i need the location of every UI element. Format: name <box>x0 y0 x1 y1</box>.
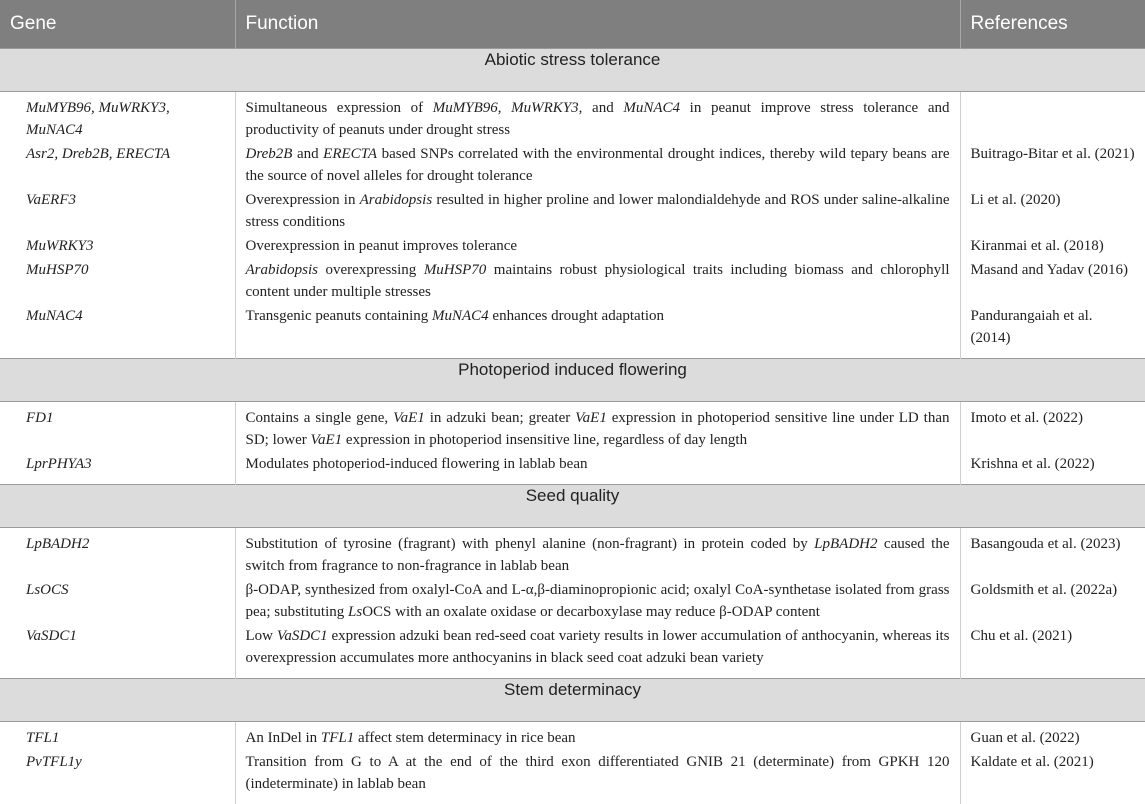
function-italic-term: MuNAC4 <box>623 99 681 116</box>
table-row <box>0 623 1145 679</box>
gene-cell: LsOCS <box>0 577 235 623</box>
function-text: overexpressing <box>318 261 424 278</box>
gene-cell: TFL1 <box>0 721 235 749</box>
table-row <box>0 233 1145 257</box>
function-text: , and <box>578 99 624 116</box>
function-cell <box>235 233 960 257</box>
function-text: Low <box>245 627 277 644</box>
function-italic-term: VaSDC1 <box>276 627 328 644</box>
function-cell <box>235 527 960 577</box>
function-cell <box>235 303 960 359</box>
function-text: Simultaneous expression of <box>245 99 433 116</box>
function-text: in peanut improve stress tolerance and productivity of peanuts under drought stress <box>245 99 950 138</box>
gene-cell: PvTFL1y <box>0 749 235 804</box>
table-body <box>0 48 1145 804</box>
function-text: expression in photoperiod insensitive line, regardless of day length <box>342 431 748 448</box>
function-text: Contains a single gene, <box>245 409 394 426</box>
table-row <box>0 749 1145 804</box>
function-italic-term: MuMYB96 <box>432 99 498 116</box>
function-text: and <box>292 145 324 162</box>
table-row <box>0 303 1145 359</box>
function-cell <box>235 451 960 485</box>
function-italic-term: LpBADH2 <box>814 535 878 552</box>
gene-cell: VaERF3 <box>0 187 235 233</box>
header-row <box>0 0 1145 48</box>
section-header <box>0 358 1145 401</box>
reference-cell: Imoto et al. (2022) <box>970 409 1083 426</box>
reference-cell: Masand and Yadav (2016) <box>970 261 1128 278</box>
gene-cell: Asr2, Dreb2B, ERECTA <box>0 141 235 187</box>
function-text: expression in photoperiod sensitive line under LD than SD; lower <box>245 409 950 448</box>
function-cell <box>235 401 960 451</box>
function-italic-term: Dreb2B <box>245 145 293 162</box>
function-text: based SNPs correlated with the environmental drought indices, thereby wild tepary beans are the source of novel alleles for drought tolerance <box>245 145 950 184</box>
table-row <box>0 141 1145 187</box>
section-title: Photoperiod induced flowering <box>0 358 1145 401</box>
function-cell <box>235 257 960 303</box>
reference-cell: Kaldate et al. (2021) <box>970 753 1094 770</box>
function-text: affect stem determinacy in rice bean <box>354 729 576 746</box>
reference-cell: Pandurangaiah et al. (2014) <box>970 307 1093 346</box>
function-italic-term: TFL1 <box>320 729 355 746</box>
function-cell <box>235 623 960 679</box>
function-text: Transition from G to A at the end of the third exon differentiated GNIB 21 (determinate) from GPKH 120 (indeterminate) in lablab bean <box>245 753 950 792</box>
function-text: , <box>497 99 512 116</box>
reference-cell <box>960 91 1145 141</box>
reference-cell: Kiranmai et al. (2018) <box>970 237 1104 254</box>
reference-cell: Chu et al. (2021) <box>970 627 1073 644</box>
table-row <box>0 721 1145 749</box>
section-header <box>0 48 1145 91</box>
gene-cell: LprPHYA3 <box>0 451 235 485</box>
function-italic-term: Arabidopsis <box>245 261 319 278</box>
table-row <box>0 401 1145 451</box>
section-title: Seed quality <box>0 484 1145 527</box>
function-text: Transgenic peanuts containing <box>245 307 432 324</box>
gene-cell: FD1 <box>0 401 235 451</box>
function-italic-term: MuNAC4 <box>432 307 489 324</box>
function-cell <box>235 187 960 233</box>
table-row <box>0 577 1145 623</box>
gene-cell: MuNAC4 <box>0 303 235 359</box>
section-title: Abiotic stress tolerance <box>0 48 1145 91</box>
function-cell <box>235 141 960 187</box>
function-cell <box>235 91 960 141</box>
function-text: caused the switch from fragrance to non-fragrance in lablab bean <box>245 535 950 574</box>
gene-cell: MuWRKY3 <box>0 233 235 257</box>
reference-cell: Goldsmith et al. (2022a) <box>970 581 1118 598</box>
header-gene: Gene <box>0 0 235 48</box>
function-italic-term: VaE1 <box>310 431 343 448</box>
function-cell <box>235 721 960 749</box>
gene-cell: MuHSP70 <box>0 257 235 303</box>
function-text: Modulates photoperiod-induced flowering in lablab bean <box>245 455 588 472</box>
table-row <box>0 187 1145 233</box>
gene-cell: VaSDC1 <box>0 623 235 679</box>
reference-cell: Li et al. (2020) <box>970 191 1061 208</box>
function-text: β-ODAP, synthesized from oxalyl-CoA and L-α,β-diaminopropionic acid; oxalyl CoA-synthetase isolated from grass pea; substituting <box>245 581 950 620</box>
header-function: Function <box>235 0 960 48</box>
header-references: References <box>960 0 1145 48</box>
function-text: expression adzuki bean red-seed coat variety results in lower accumulation of anthocyanin, whereas its overexpression accumulates more anthocyanins in black seed coat adzuki bean variety <box>245 627 950 666</box>
function-italic-term: MuHSP70 <box>423 261 487 278</box>
gene-cell: LpBADH2 <box>0 527 235 577</box>
section-header <box>0 678 1145 721</box>
table-row <box>0 91 1145 141</box>
function-cell <box>235 577 960 623</box>
function-text: resulted in higher proline and lower malondialdehyde and ROS under saline-alkaline stress conditions <box>245 191 950 230</box>
table-row <box>0 451 1145 485</box>
reference-cell: Basangouda et al. (2023) <box>970 535 1121 552</box>
table-row <box>0 527 1145 577</box>
gene-cell: MuMYB96, MuWRKY3, MuNAC4 <box>0 91 235 141</box>
function-italic-term: MuWRKY3 <box>511 99 579 116</box>
reference-cell: Krishna et al. (2022) <box>970 455 1095 472</box>
function-italic-term: Arabidopsis <box>359 191 433 208</box>
table-row <box>0 257 1145 303</box>
function-text: maintains robust physiological traits including biomass and chlorophyll content under multiple stresses <box>245 261 950 300</box>
function-cell <box>235 749 960 804</box>
reference-cell: Buitrago-Bitar et al. (2021) <box>970 145 1135 162</box>
function-italic-term: Ls <box>348 603 363 620</box>
function-italic-term: VaE1 <box>575 409 607 426</box>
function-text: Overexpression in peanut improves tolerance <box>245 237 518 254</box>
function-text: OCS with an oxalate oxidase or decarboxylase may reduce β-ODAP content <box>362 603 820 620</box>
section-header <box>0 484 1145 527</box>
function-italic-term: VaE1 <box>393 409 425 426</box>
function-italic-term: ERECTA <box>323 145 378 162</box>
reference-cell: Guan et al. (2022) <box>970 729 1080 746</box>
section-title: Stem determinacy <box>0 678 1145 721</box>
function-text: An InDel in <box>245 729 321 746</box>
function-text: enhances drought adaptation <box>488 307 665 324</box>
function-text: Overexpression in <box>245 191 360 208</box>
function-text: Substitution of tyrosine (fragrant) with phenyl alanine (non-fragrant) in protein coded by <box>245 535 815 552</box>
function-text: in adzuki bean; greater <box>424 409 576 426</box>
